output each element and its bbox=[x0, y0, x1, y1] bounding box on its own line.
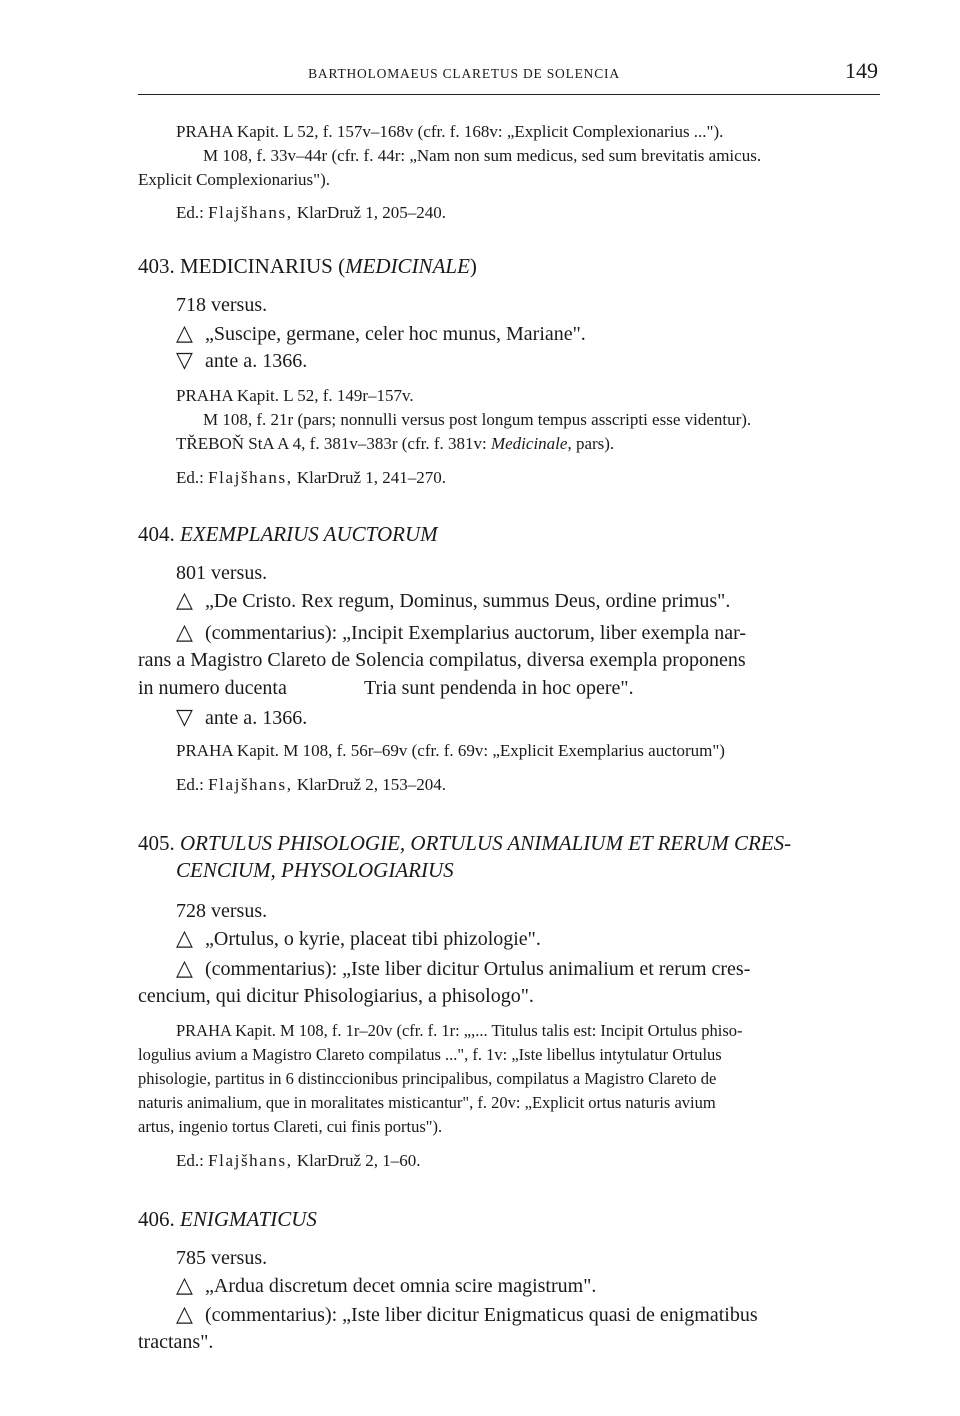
entry-heading bbox=[138, 1207, 317, 1232]
entry-title: CENCIUM, PHYSOLOGIARIUS bbox=[176, 858, 454, 882]
source-line: phisologie, partitus in 6 distinccionibus principalibus, compilatus a Magistro Clareto de bbox=[138, 1069, 717, 1088]
source-line: TŘEBOŇ StA A 4, f. 381v–383r (cfr. f. 381v: Medicinale, pars). bbox=[176, 434, 615, 453]
entry-title: EXEMPLARIUS AUCTORUM bbox=[180, 522, 438, 546]
edition-line bbox=[176, 468, 446, 488]
triangle-up-icon: △ bbox=[176, 587, 193, 612]
source-line: artus, ingenio tortus Clareti, cui finis portus"). bbox=[138, 1117, 443, 1136]
commentary-line: Tria sunt pendenda in hoc opere". bbox=[364, 677, 634, 699]
source-line: PRAHA Kapit. M 108, f. 56r–69v (cfr. f. 69v: „Explicit Exemplarius auctorum") bbox=[176, 741, 725, 760]
commentary-line bbox=[176, 621, 746, 645]
date-line bbox=[176, 706, 307, 730]
edition-author: Flajšhans, bbox=[208, 468, 293, 487]
edition-author: Flajšhans, bbox=[208, 1151, 293, 1170]
source-line: M 108, f. 33v–44r (cfr. f. 44r: „Nam non sum medicus, sed sum brevitatis amicus. bbox=[203, 146, 762, 165]
commentary: (commentarius): „Iste liber dicitur Enigmaticus quasi de enigmatibus bbox=[205, 1304, 758, 1326]
commentary-line: rans a Magistro Clareto de Solencia compilatus, diversa exempla proponens bbox=[138, 649, 746, 671]
source-line: PRAHA Kapit. M 108, f. 1r–20v (cfr. f. 1r: „,... Titulus talis est: Incipit Ortulus phiso- bbox=[176, 1021, 743, 1040]
verse-count: 718 versus. bbox=[176, 294, 268, 316]
page-header bbox=[138, 56, 880, 95]
entry-number: 404. bbox=[138, 522, 175, 546]
edition-line bbox=[176, 775, 446, 795]
commentary: (commentarius): „Iste liber dicitur Ortulus animalium et rerum cres- bbox=[205, 958, 751, 980]
commentary: (commentarius): „Incipit Exemplarius auctorum, liber exempla nar- bbox=[205, 622, 747, 644]
incipit-line bbox=[176, 589, 730, 613]
date-line bbox=[176, 349, 307, 373]
commentary-line: cencium, qui dicitur Phisologiarius, a phisologo". bbox=[138, 985, 534, 1007]
incipit-line bbox=[176, 322, 586, 346]
edition-ref: KlarDruž 1, 205–240. bbox=[296, 203, 447, 222]
triangle-up-icon: △ bbox=[176, 320, 193, 345]
source-line: PRAHA Kapit. L 52, f. 157v–168v (cfr. f. 168v: „Explicit Complexionarius ..."). bbox=[176, 122, 724, 141]
date: ante a. 1366. bbox=[205, 707, 308, 729]
triangle-up-icon: △ bbox=[176, 955, 193, 980]
edition-author: Flajšhans, bbox=[208, 775, 293, 794]
entry-number: 406. bbox=[138, 1207, 175, 1231]
incipit-line bbox=[176, 1274, 596, 1298]
source-line: logulius avium a Magistro Clareto compilatus ...", f. 1v: „Iste libellus intytulatur Ortulus bbox=[138, 1045, 722, 1064]
commentary-line bbox=[176, 1303, 758, 1327]
edition-ref: KlarDruž 2, 153–204. bbox=[296, 775, 447, 794]
incipit-line bbox=[176, 927, 541, 951]
edition-label: Ed.: bbox=[176, 775, 204, 794]
commentary-line: in numero ducenta bbox=[138, 677, 287, 699]
triangle-up-icon: △ bbox=[176, 925, 193, 950]
commentary-line bbox=[176, 957, 750, 981]
edition-label: Ed.: bbox=[176, 203, 204, 222]
edition-line bbox=[176, 203, 446, 223]
incipit: „De Cristo. Rex regum, Dominus, summus Deus, ordine primus". bbox=[205, 590, 731, 612]
source-line: naturis animalium, que in moralitates misticantur", f. 20v: „Explicit ortus naturis avium bbox=[138, 1093, 716, 1112]
source-line: Explicit Complexionarius"). bbox=[138, 170, 331, 189]
running-title: BARTHOLOMAEUS CLARETUS DE SOLENCIA bbox=[308, 66, 620, 81]
verse-count: 728 versus. bbox=[176, 900, 268, 922]
incipit: „Suscipe, germane, celer hoc munus, Mariane". bbox=[205, 323, 586, 345]
edition-author: Flajšhans, bbox=[208, 203, 293, 222]
edition-ref: KlarDruž 2, 1–60. bbox=[296, 1151, 421, 1170]
commentary-line: tractans". bbox=[138, 1331, 214, 1353]
incipit: „Ortulus, o kyrie, placeat tibi phizologie". bbox=[205, 928, 541, 950]
triangle-up-icon: △ bbox=[176, 1301, 193, 1326]
triangle-down-icon: ▽ bbox=[176, 347, 193, 372]
page-number: 149 bbox=[845, 58, 878, 83]
source-line: M 108, f. 21r (pars; nonnulli versus post longum tempus asscripti esse videntur). bbox=[203, 410, 752, 429]
entry-title: MEDICINARIUS (MEDICINALE) bbox=[180, 254, 477, 278]
entry-heading bbox=[138, 831, 791, 856]
triangle-down-icon: ▽ bbox=[176, 704, 193, 729]
entry-number: 403. bbox=[138, 254, 175, 278]
entry-title: ORTULUS PHISOLOGIE, ORTULUS ANIMALIUM ET RERUM CRES- bbox=[180, 831, 792, 855]
entry-heading bbox=[138, 254, 477, 279]
verse-count: 801 versus. bbox=[176, 562, 268, 584]
incipit: „Ardua discretum decet omnia scire magistrum". bbox=[205, 1275, 597, 1297]
verse-count: 785 versus. bbox=[176, 1247, 268, 1269]
entry-title: ENIGMATICUS bbox=[180, 1207, 317, 1231]
triangle-up-icon: △ bbox=[176, 1272, 193, 1297]
entry-number: 405. bbox=[138, 831, 175, 855]
edition-label: Ed.: bbox=[176, 1151, 204, 1170]
edition-line bbox=[176, 1151, 421, 1171]
date: ante a. 1366. bbox=[205, 350, 308, 372]
entry-heading bbox=[138, 522, 438, 547]
edition-label: Ed.: bbox=[176, 468, 204, 487]
source-line: PRAHA Kapit. L 52, f. 149r–157v. bbox=[176, 386, 414, 405]
triangle-up-icon: △ bbox=[176, 619, 193, 644]
edition-ref: KlarDruž 1, 241–270. bbox=[296, 468, 447, 487]
